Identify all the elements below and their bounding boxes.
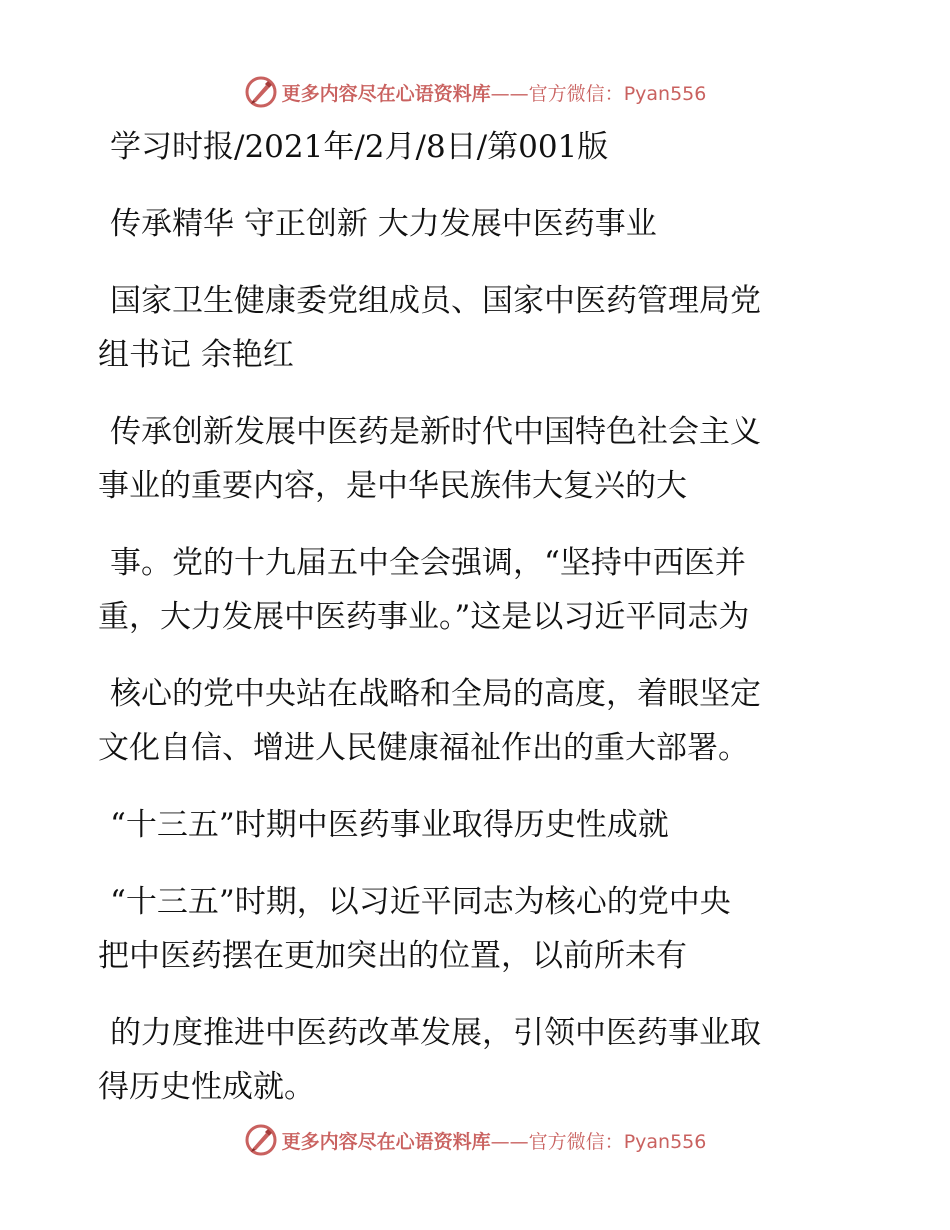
- section-heading: “十三五”时期中医药事业取得历史性成就: [110, 807, 669, 843]
- paragraph-1-line-1: 传承创新发展中医药是新时代中国特色社会主义: [110, 414, 761, 450]
- article-body: [98, 120, 858, 1114]
- paragraph-5-line-1: 的力度推进中医药改革发展，引领中医药事业取: [110, 1015, 761, 1051]
- author-line-1: 国家卫生健康委党组成员、国家中医药管理局党: [110, 283, 761, 319]
- paragraph-2-line-2: 重，大力发展中医药事业。”这是以习近平同志为: [98, 599, 750, 635]
- banner-dash: ——: [490, 1130, 529, 1153]
- banner-slogan: 更多内容尽在心语资料库: [281, 82, 491, 105]
- paragraph-5-line-2: 得历史性成就。: [98, 1069, 315, 1105]
- paragraph-4-line-2: 把中医药摆在更加突出的位置，以前所未有: [98, 938, 687, 974]
- article-source: 学习时报/2021年/2月/8日/第001版: [110, 129, 609, 165]
- article-title: 传承精华 守正创新 大力发展中医药事业: [110, 206, 657, 242]
- paragraph-3-line-2: 文化自信、增进人民健康福祉作出的重大部署。: [98, 730, 749, 766]
- header-banner: [0, 72, 950, 112]
- author-line-2: 组书记 余艳红: [98, 337, 294, 373]
- banner-wechat-label: 官方微信：: [528, 82, 624, 105]
- pen-logo-icon: [244, 1123, 278, 1157]
- banner-dash: ——: [490, 82, 529, 105]
- banner-wechat-label: 官方微信：: [528, 1130, 624, 1153]
- pen-logo-icon: [244, 75, 278, 109]
- footer-banner: [0, 1120, 950, 1160]
- banner-wechat-id: Pyan556: [623, 82, 707, 105]
- banner-wechat-id: Pyan556: [623, 1130, 707, 1153]
- paragraph-3-line-1: 核心的党中央站在战略和全局的高度，着眼坚定: [110, 676, 761, 712]
- paragraph-2-line-1: 事。党的十九届五中全会强调，“坚持中西医并: [110, 545, 746, 581]
- paragraph-1-line-2: 事业的重要内容，是中华民族伟大复兴的大: [98, 468, 687, 504]
- banner-text: [282, 1127, 707, 1154]
- paragraph-4-line-1: “十三五”时期，以习近平同志为核心的党中央: [110, 884, 731, 920]
- banner-text: [282, 79, 707, 106]
- banner-slogan: 更多内容尽在心语资料库: [281, 1130, 491, 1153]
